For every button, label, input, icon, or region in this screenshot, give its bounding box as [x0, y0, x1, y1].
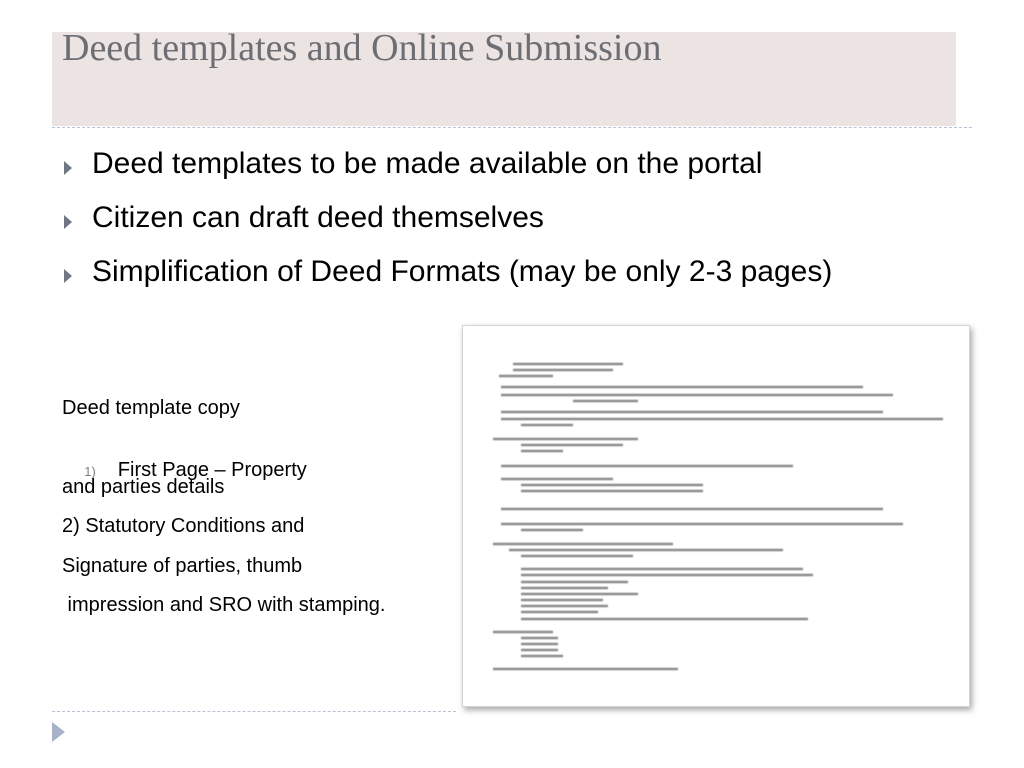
notes-item-1-text: First Page – Property [117, 459, 307, 481]
bullet-arrow-icon [64, 161, 72, 175]
notes-item-2-line-3: impression and SRO with stamping. [62, 594, 386, 616]
next-slide-arrow-icon[interactable] [52, 722, 65, 742]
notes-item-1-continued: and parties details [62, 476, 225, 498]
deed-template-image [462, 325, 970, 707]
bullet-arrow-icon [64, 215, 72, 229]
bullet-text: Deed templates to be made available on the portal [92, 147, 763, 180]
deed-form-scan [463, 326, 969, 706]
title-divider [52, 127, 972, 128]
slide-title: Deed templates and Online Submission [62, 27, 662, 69]
bullet-text: Citizen can draft deed themselves [92, 201, 544, 234]
list-number: 1) [84, 464, 96, 479]
bullet-text: Simplification of Deed Formats (may be only 2-3 pages) [92, 255, 833, 288]
bullet-arrow-icon [64, 269, 72, 283]
notes-heading: Deed template copy [62, 397, 240, 419]
notes-item-2-line-2: Signature of parties, thumb [62, 555, 303, 577]
footer-divider [52, 711, 456, 712]
notes-item-2-line-1: 2) Statutory Conditions and [62, 515, 305, 537]
